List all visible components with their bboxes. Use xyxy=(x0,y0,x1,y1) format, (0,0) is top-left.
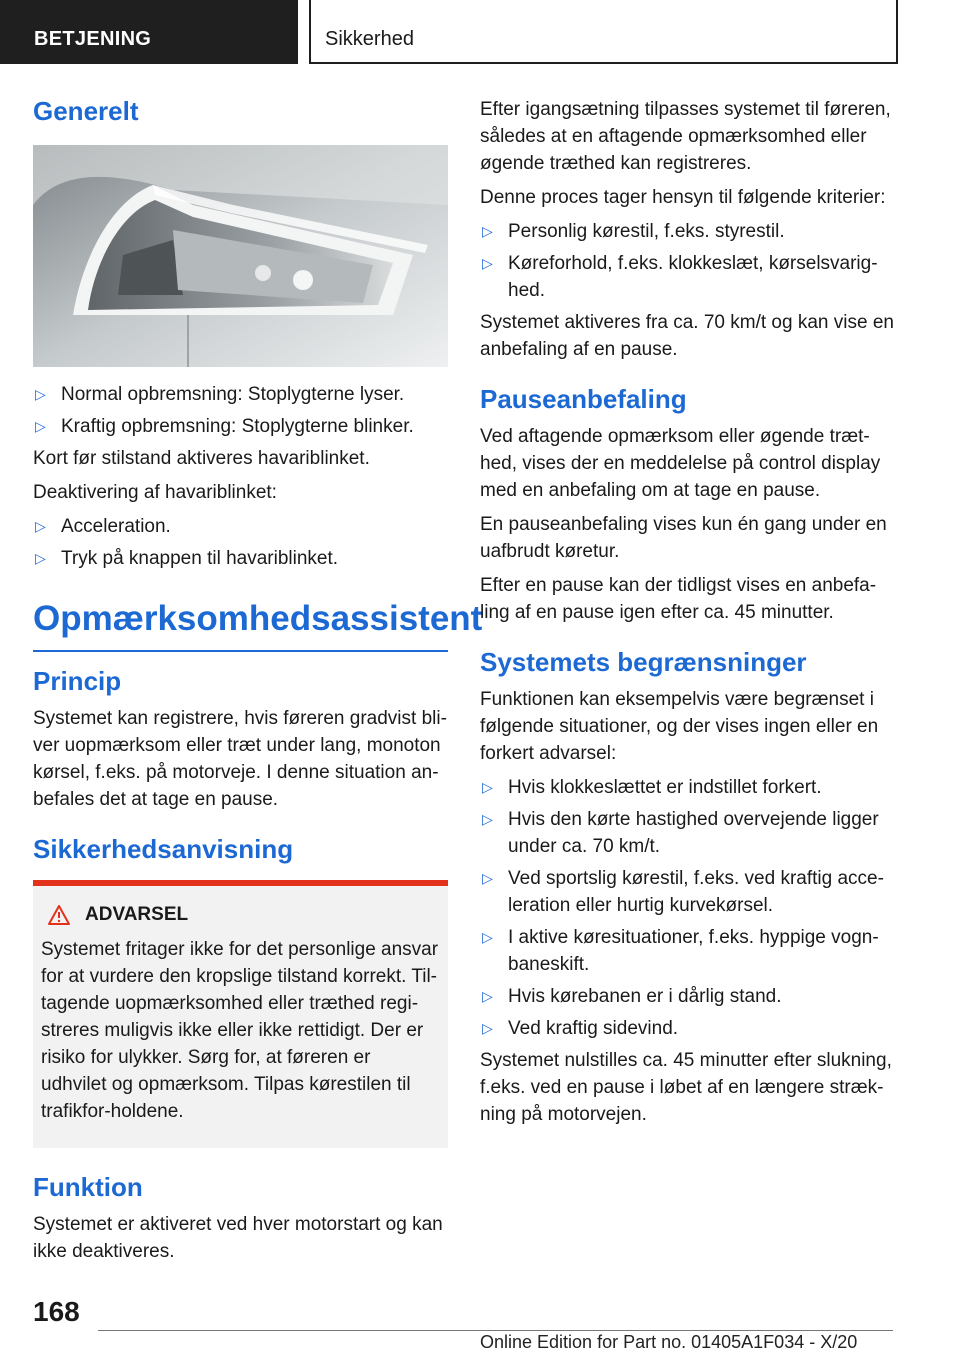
paragraph: Deaktivering af havariblinket: xyxy=(33,482,277,504)
list-item: ▷ Ved sportslig kørestil, f.eks. ved kraftig acce-leration eller hurtig kurvekørsel. xyxy=(480,865,898,919)
section-title-funktion: Funktion xyxy=(33,1171,143,1202)
list-item: ▷ Køreforhold, f.eks. klokkeslæt, kørselsvarig-hed. xyxy=(480,250,898,304)
list-item: ▷ Ved kraftig sidevind. xyxy=(480,1015,898,1042)
paragraph: Efter igangsætning tilpasses systemet til føreren, således at en aftagende opmærksomhed eller øgende træthed kan registreres. xyxy=(480,99,891,174)
criteria-list xyxy=(480,218,898,304)
section-title-generelt: Generelt xyxy=(33,96,139,126)
section-title-limits: Systemets begrænsninger xyxy=(480,647,807,678)
page-number: 168 xyxy=(33,1296,80,1327)
paragraph: Denne proces tager hensyn til følgende kriterier: xyxy=(480,187,886,208)
hazard-deactivation-list xyxy=(33,513,448,572)
list-item: ▷ Tryk på knappen til havariblinket. xyxy=(33,545,448,572)
paragraph: Systemet kan registrere, hvis føreren gradvist bli-ver uopmærksom eller træt under lang, monoton kørsel, f.eks. på motorveje. I denne situation an-befales det at tage en pause. xyxy=(33,708,447,811)
list-item: ▷ Hvis kørebanen er i dårlig stand. xyxy=(480,983,898,1010)
right-column xyxy=(480,96,898,1135)
taillight-illustration xyxy=(33,145,448,367)
warning-header xyxy=(47,904,440,926)
left-column xyxy=(33,96,483,1272)
section-title-sikkerhed: Sikkerhedsanvisning xyxy=(33,834,294,865)
bullet-triangle-icon: ▷ xyxy=(35,550,46,567)
paragraph: Systemet er aktiveret ved hver motorstart og kan ikke deaktiveres. xyxy=(33,1213,443,1262)
edition-text: Online Edition for Part no. 01405A1F034 - X/20 xyxy=(480,1332,858,1352)
warning-title: ADVARSEL xyxy=(85,903,189,925)
header-chapter-label: Sikkerhed xyxy=(325,28,414,50)
list-item: ▷ Kraftig opbremsning: Stoplygterne blinker. xyxy=(33,413,448,440)
brake-light-list xyxy=(33,381,448,440)
list-item: ▷ Personlig kørestil, f.eks. styrestil. xyxy=(480,218,898,245)
bullet-triangle-icon: ▷ xyxy=(482,870,493,887)
header-section xyxy=(0,0,298,64)
bullet-triangle-icon: ▷ xyxy=(482,988,493,1005)
header-chapter xyxy=(309,0,898,64)
list-item: ▷ I aktive køresituationer, f.eks. hyppige vogn-baneskift. xyxy=(480,924,898,978)
bullet-triangle-icon: ▷ xyxy=(482,255,493,271)
taillight-image xyxy=(33,145,448,367)
limits-list xyxy=(480,774,898,1042)
paragraph: Systemet nulstilles ca. 45 minutter efter slukning, f.eks. ved en pause i løbet af en længere stræk-ning på motorvejen. xyxy=(480,1050,892,1126)
bullet-triangle-icon: ▷ xyxy=(35,518,46,535)
warning-box xyxy=(33,880,448,1148)
list-item: ▷ Normal opbremsning: Stoplygterne lyser. xyxy=(33,381,448,408)
section-title-princip: Princip xyxy=(33,666,122,697)
warning-triangle-icon xyxy=(47,904,71,926)
header-section-label: BETJENING xyxy=(34,28,152,50)
section-title-pause: Pauseanbefaling xyxy=(480,384,687,414)
paragraph: En pauseanbefaling vises kun én gang under en uafbrudt køretur. xyxy=(480,514,887,563)
paragraph: Kort før stilstand aktiveres havariblinket. xyxy=(33,448,370,470)
bullet-triangle-icon: ▷ xyxy=(35,418,46,435)
list-item: ▷ Hvis klokkeslættet er indstillet forkert. xyxy=(480,774,898,801)
footer-divider xyxy=(98,1330,893,1331)
list-item: ▷ Hvis den kørte hastighed overvejende ligger under ca. 70 km/t. xyxy=(480,806,898,860)
paragraph: Systemet aktiveres fra ca. 70 km/t og kan vise en anbefaling af en pause. xyxy=(480,312,894,360)
paragraph: Efter en pause kan der tidligst vises en anbefa-ling af en pause igen efter ca. 45 minutter. xyxy=(480,575,877,624)
bullet-triangle-icon: ▷ xyxy=(482,1020,493,1037)
bullet-triangle-icon: ▷ xyxy=(482,779,493,796)
bullet-triangle-icon: ▷ xyxy=(482,811,493,828)
bullet-triangle-icon: ▷ xyxy=(35,386,46,403)
main-title: Opmærksomhedsassistent xyxy=(33,598,448,652)
list-item: ▷ Acceleration. xyxy=(33,513,448,540)
bullet-triangle-icon: ▷ xyxy=(482,223,493,239)
warning-text: Systemet fritager ikke for det personlige ansvar for at vurdere den kropslige tilstand korrekt. Til-tagende uopmærksomhed eller træthed regi-streres muligvis ikke eller ikke rettidigt. Der er risiko for ulykker. Sørg for, at føreren er udhvilet og opmærksom. Tilpas kørestilen til trafikfor-holdene. xyxy=(41,938,439,1122)
paragraph: Funktionen kan eksempelvis være begrænset i følgende situationer, og der vises ingen eller en forkert advarsel: xyxy=(480,689,879,765)
bullet-triangle-icon: ▷ xyxy=(482,929,493,946)
paragraph: Ved aftagende opmærksom eller øgende træt-hed, vises der en meddelelse på control display med en anbefaling om at tage en pause. xyxy=(480,426,881,502)
